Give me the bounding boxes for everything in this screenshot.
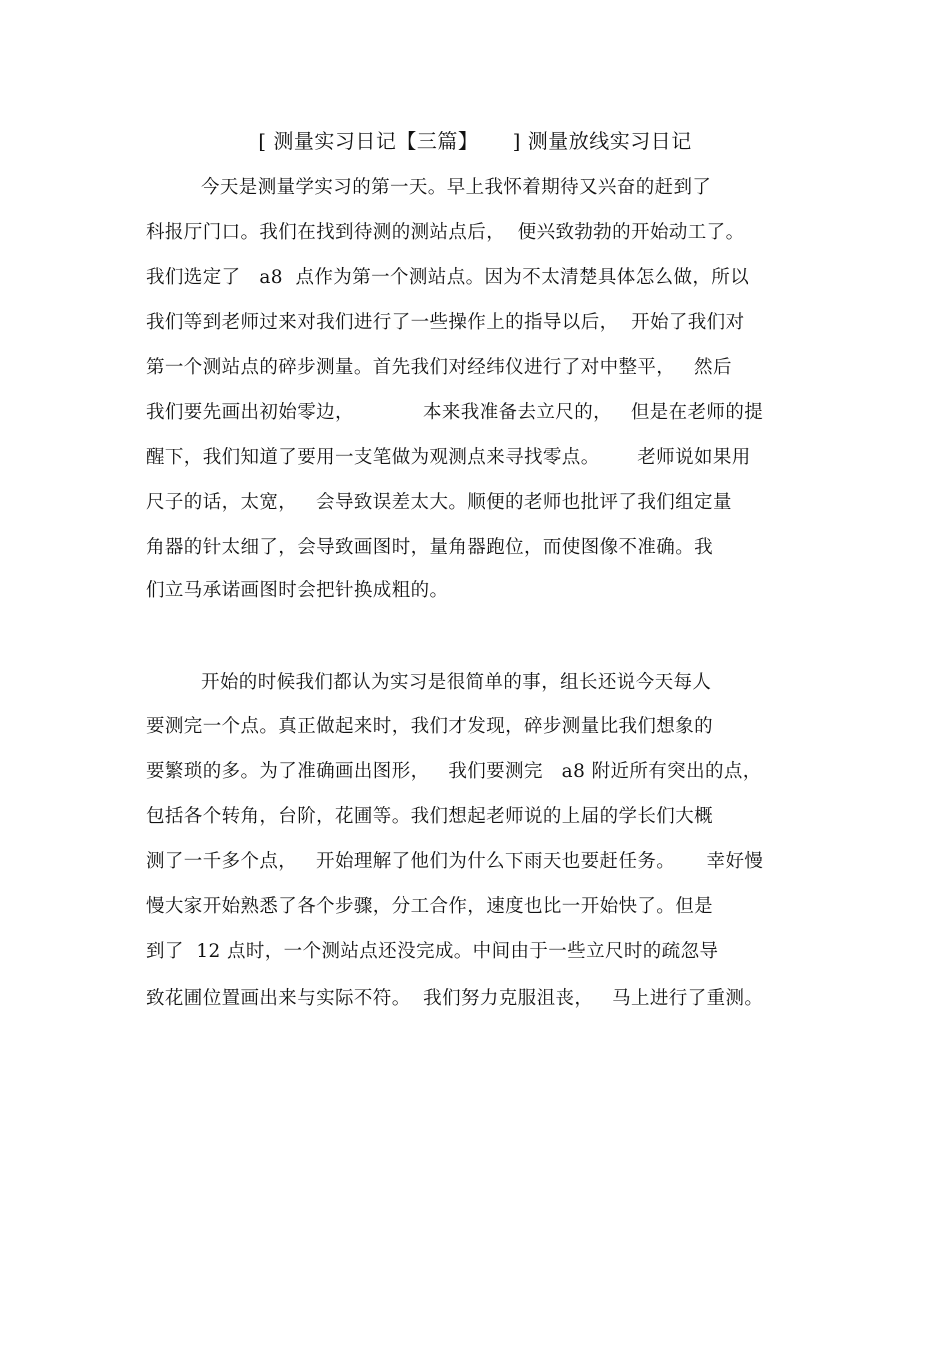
paragraph-line: 们立马承诺画图时会把针换成粗的。 <box>146 580 449 601</box>
paragraph-line: 我们选定了 a8 点作为第一个测站点。因为不太清楚具体怎么做，所以 <box>146 267 750 288</box>
paragraph-line: 角器的针太细了，会导致画图时，量角器跑位，而使图像不准确。我 <box>146 537 714 558</box>
paragraph-line: 致花圃位置画出来与实际不符。 我们努力克服沮丧， 马上进行了重测。 <box>146 988 764 1009</box>
paragraph-line: 科报厅门口。我们在找到待测的测站点后， 便兴致勃勃的开始动工了。 <box>146 222 745 243</box>
paragraph-line: 开始的时候我们都认为实习是很简单的事，组长还说今天每人 <box>201 672 712 693</box>
paragraph-line: 要繁琐的多。为了准确画出图形， 我们要测完 a8 附近所有突出的点， <box>146 761 762 782</box>
paragraph-line: 第一个测站点的碎步测量。首先我们对经纬仪进行了对中整平， 然后 <box>146 357 732 378</box>
document-title: [ 测量实习日记【三篇】 ] 测量放线实习日记 <box>258 129 692 153</box>
paragraph-line: 到了 12 点时，一个测站点还没完成。中间由于一些立尺时的疏忽导 <box>146 941 719 962</box>
paragraph-line: 测了一千多个点， 开始理解了他们为什么下雨天也要赶任务。 幸好慢 <box>146 851 764 872</box>
paragraph-line: 要测完一个点。真正做起来时，我们才发现，碎步测量比我们想象的 <box>146 716 714 737</box>
paragraph-line: 醒下，我们知道了要用一支笔做为观测点来寻找零点。 老师说如果用 <box>146 447 751 468</box>
paragraph-line: 今天是测量学实习的第一天。早上我怀着期待又兴奋的赶到了 <box>201 177 712 198</box>
paragraph-line: 包括各个转角，台阶，花圃等。我们想起老师说的上届的学长们大概 <box>146 806 714 827</box>
paragraph-line: 尺子的话，太宽， 会导致误差太大。顺便的老师也批评了我们组定量 <box>146 492 732 513</box>
paragraph-line: 慢大家开始熟悉了各个步骤，分工合作，速度也比一开始快了。但是 <box>146 896 714 917</box>
paragraph-line: 我们要先画出初始零边， 本来我准备去立尺的， 但是在老师的提 <box>146 402 764 423</box>
paragraph-line: 我们等到老师过来对我们进行了一些操作上的指导以后， 开始了我们对 <box>146 312 745 333</box>
